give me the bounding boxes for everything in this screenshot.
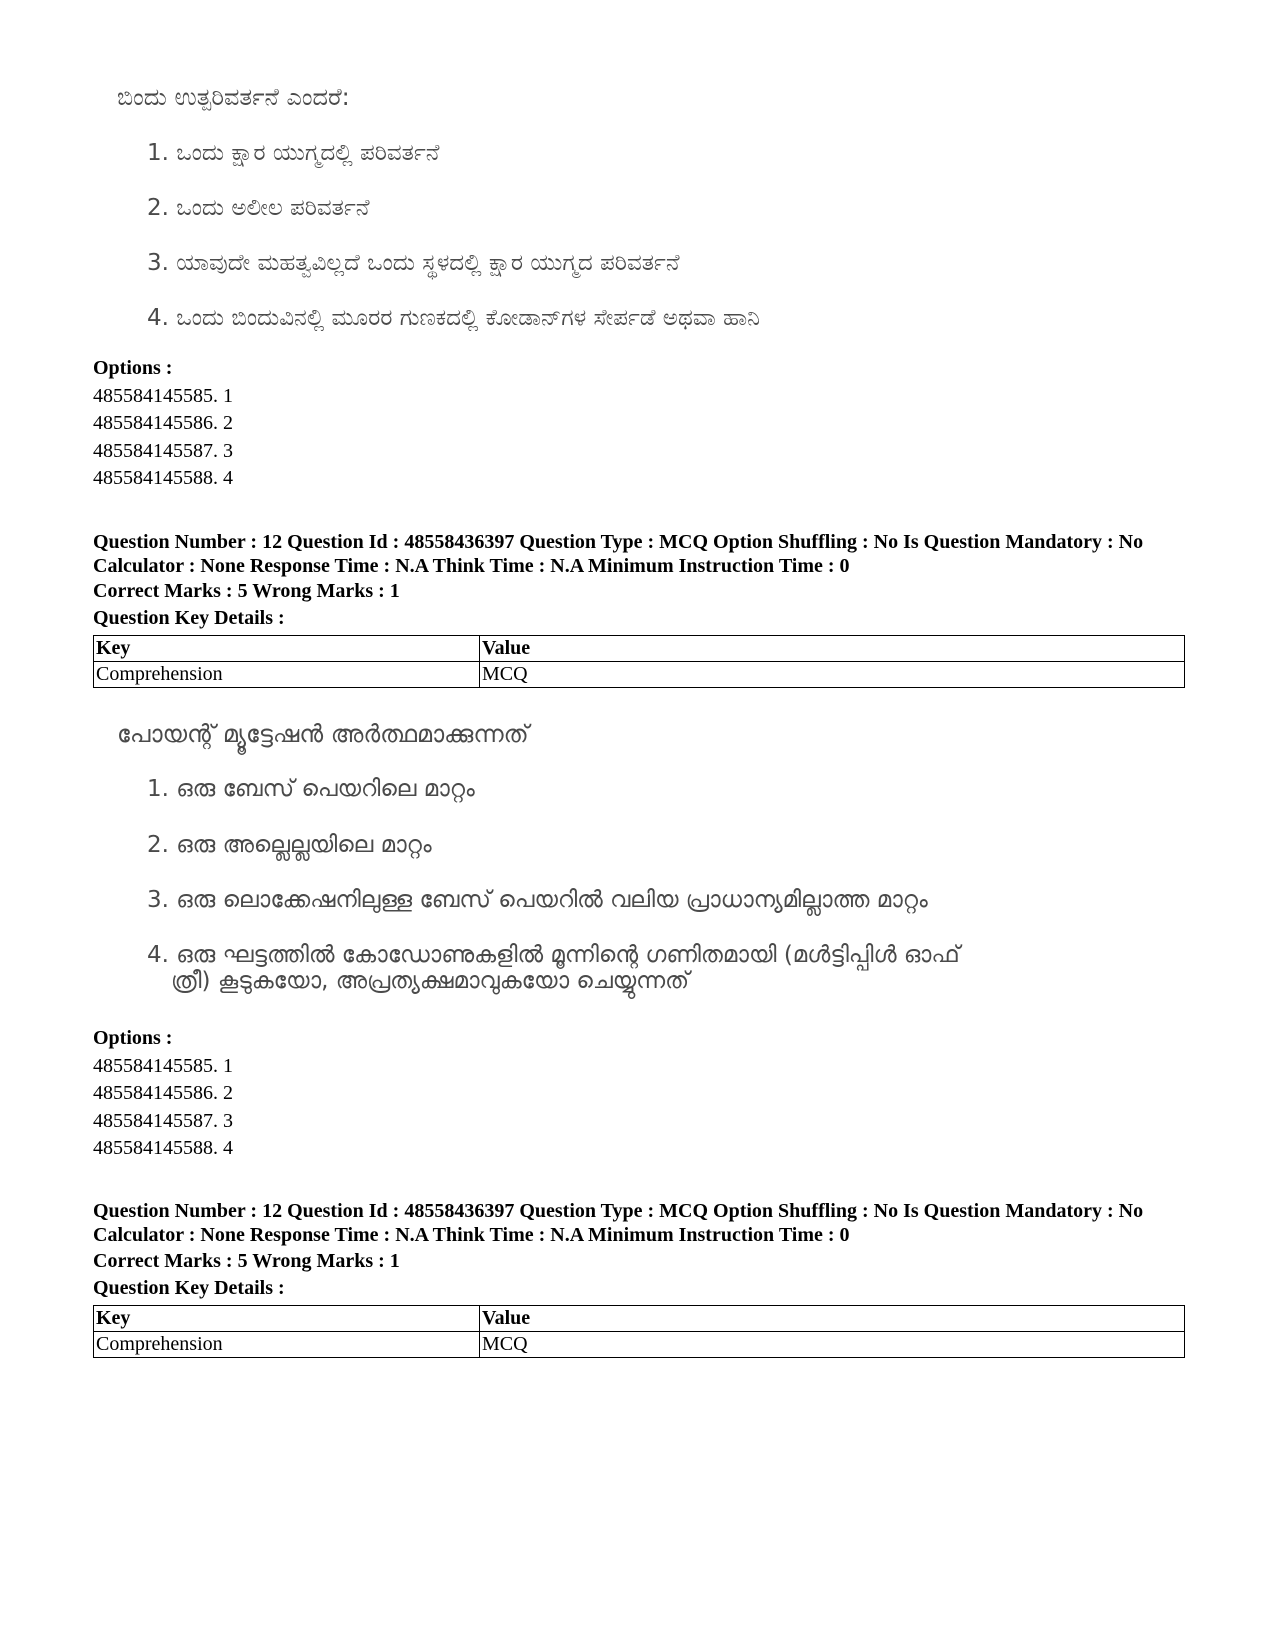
choice-2: 2. ಒಂದು ಅಲೀಲ ಪರಿವರ್ತನೆ <box>147 195 370 221</box>
table-row <box>94 662 1185 688</box>
cell-key: Comprehension <box>94 662 480 688</box>
option-item: 485584145586. 2 <box>93 412 233 434</box>
header-key: Key <box>94 636 480 662</box>
table-row <box>94 1332 1185 1358</box>
header-value: Value <box>480 1306 1185 1332</box>
header-value: Value <box>480 636 1185 662</box>
cell-key: Comprehension <box>94 1332 480 1358</box>
choice-4: 4. ಒಂದು ಬಿಂದುವಿನಲ್ಲಿ ಮೂರರ ಗುಣಕದಲ್ಲಿ ಕೋಡಾನ್‌ಗಳ ಸೇರ್ಪಡೆ ಅಥವಾ ಹಾನಿ <box>147 305 760 331</box>
marks-line: Correct Marks : 5 Wrong Marks : 1 <box>93 1250 400 1272</box>
options-heading: Options : <box>93 1027 173 1049</box>
cell-value: MCQ <box>480 662 1185 688</box>
choice-4-line-2: ത്രീ) കൂടുകയോ, അപ്രത്യക്ഷമാവുകയോ ചെയ്യുന്നത് <box>171 968 690 994</box>
key-value-table <box>93 635 1185 688</box>
choice-2: 2. ഒരു അല്ലെല്ലയിലെ മാറ്റം <box>147 832 432 858</box>
choice-1: 1. ಒಂದು ಕ್ಷಾರ ಯುಗ್ಮದಲ್ಲಿ ಪರಿವರ್ತನೆ <box>147 140 440 166</box>
options-heading: Options : <box>93 357 173 379</box>
option-item: 485584145588. 4 <box>93 1137 233 1159</box>
cell-value: MCQ <box>480 1332 1185 1358</box>
choice-4-line-1: 4. ഒരു ഘട്ടത്തിൽ കോഡോണുകളിൽ മൂന്നിന്റെ ഗണിതമായി (മൾട്ടിപ്പിൾ ഓഫ് <box>147 942 960 968</box>
choice-1: 1. ഒരു ബേസ് പെയറിലെ മാറ്റം <box>147 776 475 802</box>
question-meta: Question Number : 12 Question Id : 48558436397 Question Type : MCQ Option Shuffling : No Is Question Mandatory : No Calculator : None Response Time : N.A Think Time : N.A Minimum Instruction Time : 0 <box>93 1200 1144 1246</box>
question-stem: ಬಿಂದು ಉತ್ಪರಿವರ್ತನೆ ಎಂದರೆ: <box>117 83 350 111</box>
table-header-row <box>94 636 1185 662</box>
option-item: 485584145586. 2 <box>93 1082 233 1104</box>
key-value-table <box>93 1305 1185 1358</box>
key-details-heading: Question Key Details : <box>93 607 285 629</box>
option-item: 485584145585. 1 <box>93 385 233 407</box>
choice-3: 3. ഒരു ലൊക്കേഷനിലുള്ള ബേസ് പെയറിൽ വലിയ പ്രാധാന്യമില്ലാത്ത മാറ്റം <box>147 887 928 913</box>
question-meta: Question Number : 12 Question Id : 48558436397 Question Type : MCQ Option Shuffling : No Is Question Mandatory : No Calculator : None Response Time : N.A Think Time : N.A Minimum Instruction Time : 0 <box>93 531 1144 577</box>
header-key: Key <box>94 1306 480 1332</box>
choice-3: 3. ಯಾವುದೇ ಮಹತ್ವವಿಲ್ಲದೆ ಒಂದು ಸ್ಥಳದಲ್ಲಿ ಕ್ಷಾರ ಯುಗ್ಮದ ಪರಿವರ್ತನೆ <box>147 250 680 276</box>
marks-line: Correct Marks : 5 Wrong Marks : 1 <box>93 580 400 602</box>
option-item: 485584145587. 3 <box>93 1110 233 1132</box>
option-item: 485584145585. 1 <box>93 1055 233 1077</box>
question-stem: പോയന്റ് മ്യൂട്ടേഷൻ അർത്ഥമാക്കുന്നത് <box>117 720 529 748</box>
table-header-row <box>94 1306 1185 1332</box>
option-item: 485584145588. 4 <box>93 467 233 489</box>
option-item: 485584145587. 3 <box>93 440 233 462</box>
key-details-heading: Question Key Details : <box>93 1277 285 1299</box>
choice-4 <box>147 942 960 994</box>
